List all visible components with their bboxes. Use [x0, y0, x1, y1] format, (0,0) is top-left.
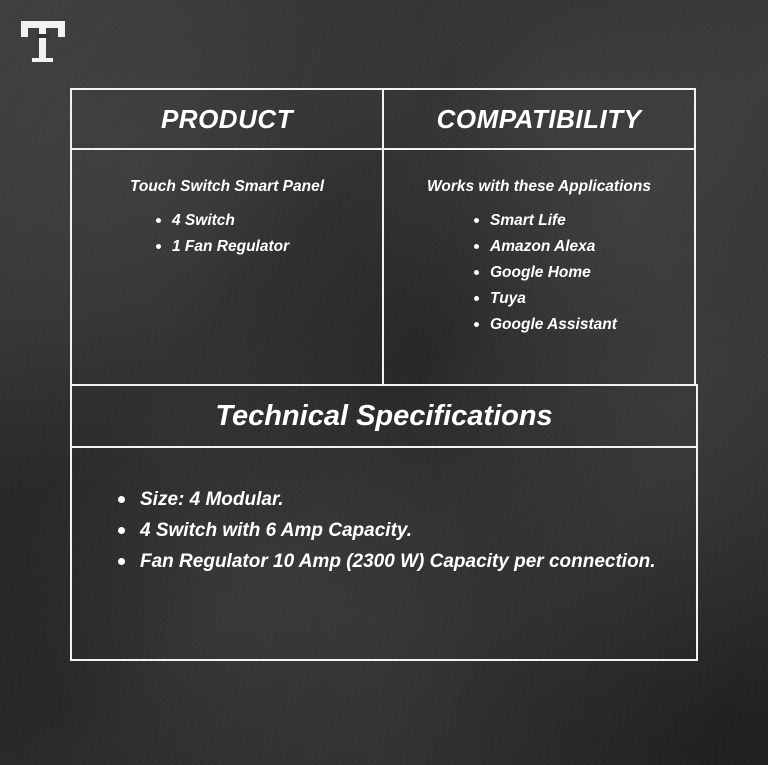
compatibility-header-cell: [382, 88, 696, 150]
technical-body-cell: [70, 446, 698, 661]
product-header-cell: [70, 88, 384, 150]
product-header-label: PRODUCT: [160, 103, 294, 134]
compatibility-subtitle: Works with these Applications: [427, 178, 651, 195]
product-subtitle: Touch Switch Smart Panel: [129, 178, 325, 195]
table-header-row: [70, 88, 698, 150]
product-feature-list: [90, 208, 364, 260]
technical-header-label: Technical Specifications: [215, 399, 553, 432]
list-item: Size: 4 Modular.: [118, 484, 672, 515]
technical-header-cell: [70, 384, 698, 448]
compatibility-header-label: COMPATIBILITY: [436, 103, 642, 134]
list-item: 1 Fan Regulator: [156, 234, 364, 260]
list-item: Fan Regulator 10 Amp (2300 W) Capacity per connection.: [118, 546, 672, 577]
list-item: Google Home: [474, 260, 676, 286]
technical-spec-list: [96, 484, 672, 577]
compatibility-body-cell: [382, 148, 696, 386]
list-item: Google Assistant: [474, 312, 676, 338]
list-item: 4 Switch with 6 Amp Capacity.: [118, 515, 672, 546]
list-item: 4 Switch: [156, 208, 364, 234]
list-item: Smart Life: [474, 208, 676, 234]
table-body-row: [70, 148, 698, 386]
list-item: Tuya: [474, 286, 676, 312]
product-body-cell: [70, 148, 384, 386]
t-monogram-logo: [18, 18, 68, 64]
spec-table: [70, 88, 698, 661]
compatibility-app-list: [402, 208, 676, 338]
list-item: Amazon Alexa: [474, 234, 676, 260]
